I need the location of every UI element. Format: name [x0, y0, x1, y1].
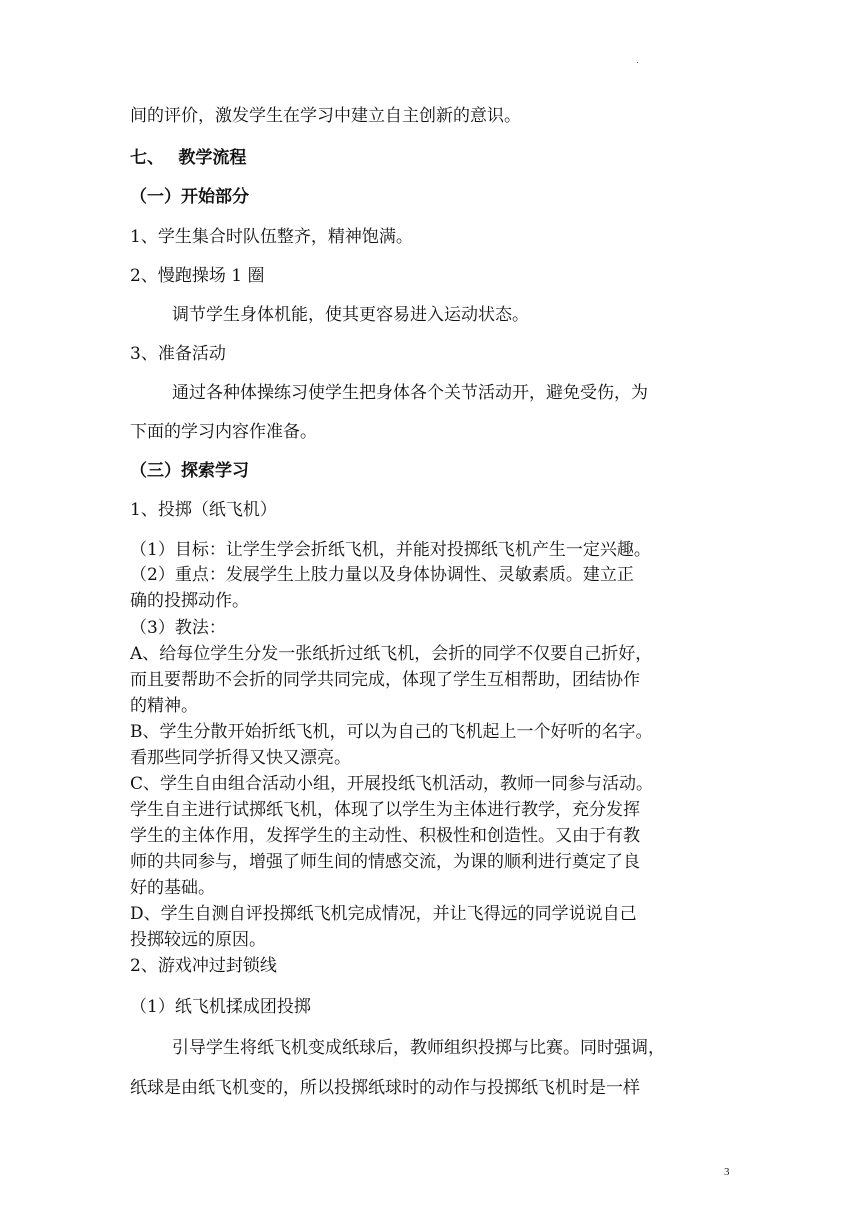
- text-line: （1）目标：让学生学会折纸飞机，并能对投掷纸飞机产生一定兴趣。: [130, 540, 651, 560]
- text-line: 1、学生集合时队伍整齐，精神饱满。: [130, 227, 413, 247]
- text-line: 看那些同学折得又快又漂亮。: [130, 748, 351, 768]
- text-line: 2、慢跑操场 1 圈: [130, 266, 265, 286]
- text-line: 通过各种体操练习使学生把身体各个关节活动开，避免受伤，为: [172, 383, 648, 403]
- text-line: C、学生自由组合活动小组，开展投纸飞机活动，教师一同参与活动。: [130, 774, 654, 794]
- text-line: （1）纸飞机揉成团投掷: [130, 997, 311, 1017]
- text-line: B、学生分散开始折纸飞机，可以为自己的飞机起上一个好听的名字。: [130, 722, 653, 742]
- text-line: 纸球是由纸飞机变的，所以投掷纸球时的动作与投掷纸飞机时是一样: [130, 1078, 640, 1098]
- text-line: 七、 教学流程: [130, 148, 247, 168]
- text-line: （一）开始部分: [130, 187, 249, 207]
- text-line: 间的评价，激发学生在学习中建立自主创新的意识。: [130, 106, 521, 126]
- text-line: 2、游戏冲过封锁线: [130, 956, 277, 976]
- text-line: 的精神。: [130, 696, 198, 716]
- text-line: 引导学生将纸飞机变成纸球后，教师组织投掷与比赛。同时强调，: [172, 1038, 665, 1058]
- text-line: 学生的主体作用，发挥学生的主动性、积极性和创造性。又由于有教: [130, 826, 640, 846]
- text-line: 1、投掷（纸飞机）: [130, 500, 277, 520]
- text-line: 学生自主进行试掷纸飞机，体现了以学生为主体进行教学，充分发挥: [130, 800, 640, 820]
- text-line: 下面的学习内容作准备。: [130, 422, 317, 442]
- text-line: 投掷较远的原因。: [130, 930, 266, 950]
- text-line: （三）探索学习: [130, 461, 249, 481]
- text-line: （3）教法：: [130, 618, 226, 638]
- text-line: 而且要帮助不会折的同学共同完成，体现了学生互相帮助，团结协作: [130, 670, 640, 690]
- text-line: A、给每位学生分发一张纸折过纸飞机，会折的同学不仅要自己折好，: [130, 644, 653, 664]
- text-line: 好的基础。: [130, 878, 215, 898]
- text-line: 确的投掷动作。: [130, 591, 249, 611]
- text-line: 3、准备活动: [130, 344, 226, 364]
- header-mark: .: [636, 56, 639, 66]
- text-line: 师的共同参与，增强了师生间的情感交流，为课的顺利进行奠定了良: [130, 852, 640, 872]
- page-number: 3: [724, 1166, 730, 1178]
- text-line: 调节学生身体机能，使其更容易进入运动状态。: [172, 305, 529, 325]
- text-line: （2）重点：发展学生上肢力量以及身体协调性、灵敏素质。建立正: [130, 565, 634, 585]
- text-line: D、学生自测自评投掷纸飞机完成情况，并让飞得远的同学说说自己: [130, 904, 637, 924]
